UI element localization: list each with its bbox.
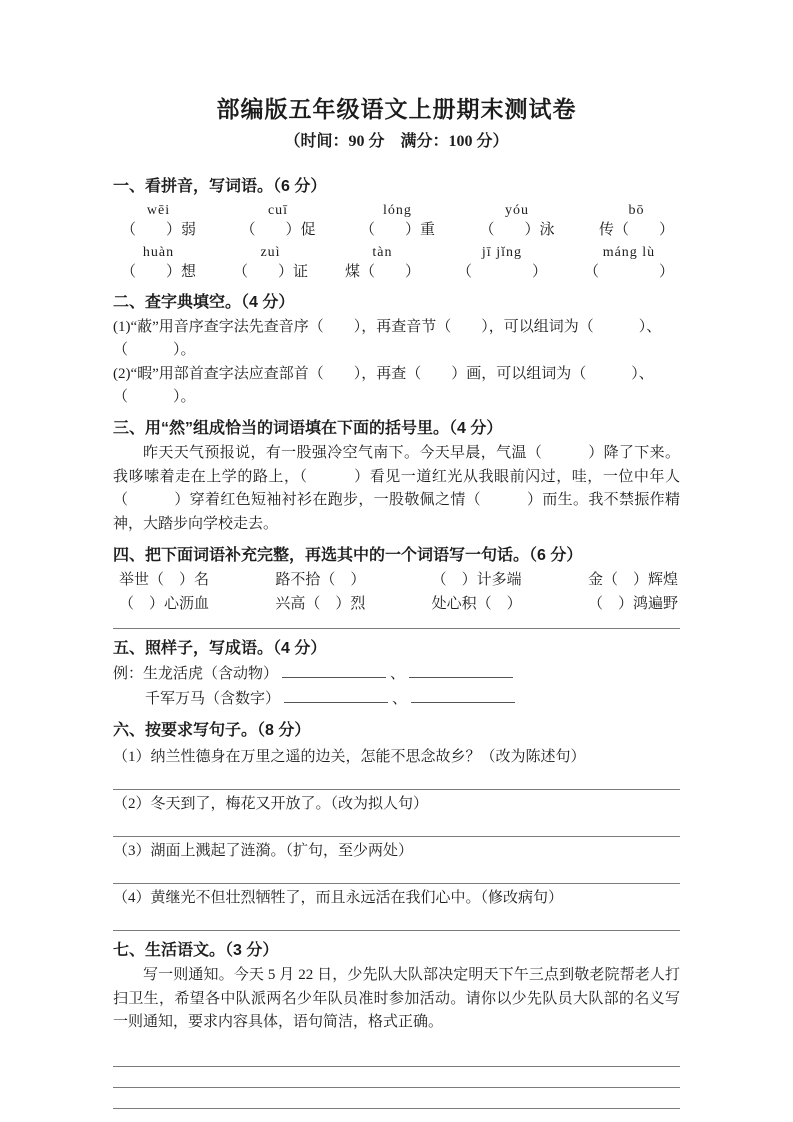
pinyin-item <box>584 243 674 283</box>
sentence-item-4: （4）黄继光不但壮烈牺牲了，而且永远活在我们心中。（修改病句） <box>113 890 564 906</box>
notice-writing-line <box>113 1067 680 1088</box>
idiom: 举世（ ）名 <box>119 572 210 588</box>
dictionary-item-1: (1)“蔽”用音序查字法先查音序（ ），再查音节（ ），可以组词为（ ）、（ ）。 <box>113 319 662 358</box>
section-2-heading: 二、查字典填空。（4 分） <box>113 294 295 311</box>
idiom: 兴高（ ）烈 <box>275 596 366 612</box>
idiom: （ ）心沥血 <box>119 596 210 612</box>
example-line-1 <box>113 662 680 686</box>
pinyin-item <box>360 201 435 241</box>
pinyin-row-2 <box>113 243 680 283</box>
section-1-pinyin <box>113 175 680 283</box>
section-4-heading: 四、把下面词语补充完整，再选其中的一个词语写一句话。（6 分） <box>113 547 583 564</box>
answer-writing-line <box>113 910 680 931</box>
section-3-ran-words <box>113 417 680 536</box>
section-1-heading: 一、看拼音，写词语。（6 分） <box>113 178 327 195</box>
separator: 、 <box>390 666 406 682</box>
notice-writing-line <box>113 1046 680 1067</box>
pinyin-blank: （ ）重 <box>359 222 435 238</box>
pinyin-blank: （ ）促 <box>240 222 316 238</box>
pinyin-item <box>240 201 315 241</box>
sentence-item-3: （3）湖面上溅起了涟漪。（扩句，至少两处） <box>113 843 414 859</box>
section-7-prompt: 写一则通知。今天 5 月 22 日，少先队大队部决定明天下午三点到敬老院帮老人打扫卫生，希望各中队派两名少年队员准时参加活动。请你以少先队员大队部的名义写一则通知，要求内容具体，语句简洁，格式正确。 <box>113 967 680 1030</box>
answer-blank <box>409 662 513 678</box>
pinyin-item <box>121 243 196 283</box>
pinyin-syllable: yóu <box>504 203 529 218</box>
pinyin-item <box>233 243 308 283</box>
section-7-notice <box>113 939 680 1122</box>
section-5-example-idioms <box>113 637 680 711</box>
answer-writing-line <box>113 816 680 837</box>
notice-writing-line <box>113 1088 680 1109</box>
section-3-passage: 昨天天气预报说，有一股强冷空气南下。今天早晨，气温（ ）降了下来。我哆嗦着走在上学的路上，（ ）看见一道红光从我眼前闪过，哇，一位中年人（ ）穿着红色短袖衬衫在跑步，一股敬佩之情（ ）而生。我不禁振作精神，大踏步向学校走去。 <box>113 445 680 532</box>
pinyin-syllable: jī jǐng <box>481 245 522 260</box>
answer-blank <box>282 662 386 678</box>
idiom: 金（ ）辉煌 <box>587 572 678 588</box>
idiom: （ ）计多端 <box>431 572 522 588</box>
section-6-heading: 六、按要求写句子。（8 分） <box>113 722 311 739</box>
notice-writing-line <box>113 1109 680 1122</box>
page-subtitle: （时间：90 分 满分：100 分） <box>284 133 509 150</box>
sentence-writing-line <box>113 616 680 629</box>
idiom: 处心积（ ） <box>431 596 522 612</box>
example-label: 千军万马（含数字） <box>145 691 281 707</box>
pinyin-syllable: zuì <box>260 245 281 260</box>
pinyin-syllable: máng lù <box>602 245 656 260</box>
section-2-dictionary <box>113 291 680 409</box>
dictionary-item-2: (2)“暇”用部首查字法应查部首（ ），再查（ ）画，可以组词为（ ）、（ ）。 <box>113 366 654 405</box>
pinyin-item <box>345 243 420 283</box>
pinyin-row-1 <box>113 201 680 241</box>
pinyin-blank: 传（ ） <box>598 222 674 238</box>
pinyin-blank: （ ）弱 <box>121 222 197 238</box>
separator: 、 <box>392 691 408 707</box>
pinyin-syllable: lóng <box>383 203 412 218</box>
section-6-sentences <box>113 719 680 931</box>
idiom-row-1 <box>113 568 680 592</box>
pinyin-blank: （ ）证 <box>232 264 308 280</box>
pinyin-item <box>457 243 547 283</box>
pinyin-syllable: bō <box>628 203 645 218</box>
pinyin-blank: （ ） <box>583 264 674 280</box>
pinyin-item <box>599 201 674 241</box>
sentence-item-2: （2）冬天到了，梅花又开放了。（改为拟人句） <box>113 796 429 812</box>
page-title: 部编版五年级语文上册期末测试卷 <box>216 97 577 122</box>
pinyin-item <box>479 201 554 241</box>
idiom: 路不拾（ ） <box>275 572 366 588</box>
section-3-heading: 三、用“然”组成恰当的词语填在下面的括号里。（4 分） <box>113 420 503 437</box>
pinyin-blank: 煤（ ） <box>344 264 420 280</box>
pinyin-syllable: tàn <box>372 245 393 260</box>
pinyin-syllable: wēi <box>146 203 171 218</box>
section-7-heading: 七、生活语文。（3 分） <box>113 942 279 959</box>
pinyin-blank: （ ）想 <box>121 264 197 280</box>
pinyin-blank: （ ）泳 <box>479 222 555 238</box>
idiom: （ ）鸿遍野 <box>587 596 678 612</box>
answer-blank <box>411 687 515 703</box>
pinyin-blank: （ ） <box>456 264 547 280</box>
section-5-heading: 五、照样子，写成语。（4 分） <box>113 640 327 657</box>
pinyin-syllable: huàn <box>142 245 175 260</box>
answer-blank <box>284 687 388 703</box>
pinyin-item <box>121 201 196 241</box>
example-line-2 <box>113 687 680 711</box>
answer-writing-line <box>113 769 680 790</box>
section-4-idioms <box>113 544 680 629</box>
sentence-item-1: （1）纳兰性德身在万里之遥的边关，怎能不思念故乡？（改为陈述句） <box>113 749 586 765</box>
example-label: 例：生龙活虎（含动物） <box>113 666 279 682</box>
idiom-row-2 <box>113 592 680 616</box>
pinyin-syllable: cuī <box>267 203 289 218</box>
answer-writing-line <box>113 863 680 884</box>
